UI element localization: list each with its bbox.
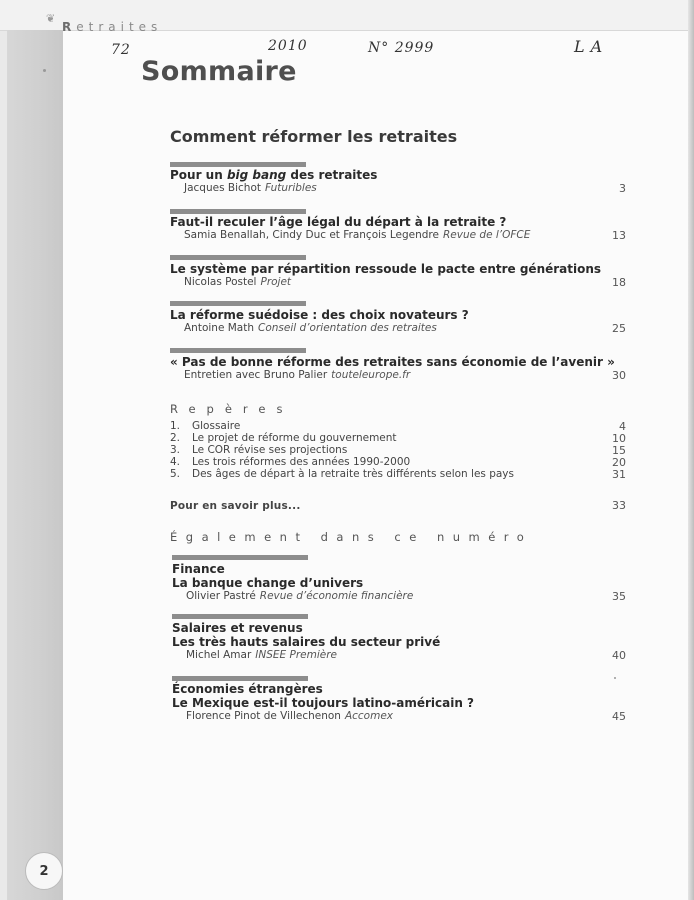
article-page-number: 3 — [619, 182, 626, 195]
repere-item[interactable]: 2. Le projet de réforme du gouvernement — [170, 432, 397, 444]
handwritten-number: 72 — [111, 42, 131, 58]
leaf-logo-icon: ❦ — [46, 12, 56, 25]
article-byline: Nicolas Postel Projet — [184, 276, 292, 288]
repere-page-number: 15 — [612, 444, 626, 457]
scan-speck — [43, 69, 46, 72]
article-byline: Florence Pinot de Villechenon Accomex — [186, 710, 394, 722]
article-page-number: 18 — [612, 276, 626, 289]
article-byline: Olivier Pastré Revue d’économie financière — [186, 590, 414, 602]
dossier-title: Comment réformer les retraites — [170, 127, 458, 146]
section-bar — [170, 209, 306, 214]
article-page-number: 45 — [612, 710, 626, 723]
page-title: Sommaire — [141, 56, 297, 87]
handwritten-issue: N° 2999 — [368, 40, 435, 56]
handwritten-initials: LA — [574, 37, 609, 56]
gray-side-band — [7, 30, 63, 900]
further-reading-page-number: 33 — [612, 499, 626, 512]
article-page-number: 40 — [612, 649, 626, 662]
article-title[interactable]: Les très hauts salaires du secteur privé — [172, 635, 441, 649]
article-byline: Jacques Bichot Futuribles — [184, 182, 317, 194]
article-page-number: 13 — [612, 229, 626, 242]
section-bar — [170, 255, 306, 260]
article-byline: Entretien avec Bruno Palier touteleurope.fr — [184, 369, 411, 381]
article-page-number: 25 — [612, 322, 626, 335]
article-category: Économies étrangères — [172, 682, 323, 696]
article-byline: Michel Amar INSEE Première — [186, 649, 338, 661]
repere-page-number: 31 — [612, 468, 626, 481]
handwritten-year: 2010 — [268, 38, 308, 54]
repere-page-number: 10 — [612, 432, 626, 445]
article-category: Finance — [172, 562, 225, 576]
article-byline: Samia Benallah, Cindy Duc et François Legendre Revue de l’OFCE — [184, 229, 531, 241]
folio-badge: 2 — [25, 852, 63, 890]
section-label: Retraites — [62, 20, 163, 34]
section-bar — [170, 348, 306, 353]
section-bar — [172, 676, 308, 681]
repere-page-number: 20 — [612, 456, 626, 469]
also-heading: Également dans ce numéro — [170, 530, 533, 544]
article-title[interactable]: La réforme suédoise : des choix novateurs ? — [170, 308, 469, 322]
further-reading-link[interactable]: Pour en savoir plus... — [170, 500, 301, 512]
article-category: Salaires et revenus — [172, 621, 303, 635]
article-title[interactable]: Le système par répartition ressoude le pacte entre générations — [170, 262, 602, 276]
section-bar — [172, 555, 308, 560]
page-right-edge — [688, 0, 694, 900]
article-title[interactable]: Le Mexique est-il toujours latino-américain ? — [172, 696, 475, 710]
reperes-heading: Repères — [170, 402, 294, 416]
scan-speck — [614, 677, 616, 679]
repere-page-number: 4 — [619, 420, 626, 433]
article-byline: Antoine Math Conseil d’orientation des retraites — [184, 322, 437, 334]
page-left-edge — [0, 0, 7, 900]
section-bar — [172, 614, 308, 619]
article-title[interactable]: Pour un big bang des retraites — [170, 168, 378, 182]
article-page-number: 30 — [612, 369, 626, 382]
repere-item[interactable]: 4. Les trois réformes des années 1990-2000 — [170, 456, 411, 468]
article-title[interactable]: « Pas de bonne réforme des retraites sans économie de l’avenir » — [170, 355, 615, 369]
article-title[interactable]: La banque change d’univers — [172, 576, 364, 590]
article-title[interactable]: Faut-il reculer l’âge légal du départ à la retraite ? — [170, 215, 507, 229]
repere-item[interactable]: 5. Des âges de départ à la retraite très différents selon les pays — [170, 468, 514, 480]
article-page-number: 35 — [612, 590, 626, 603]
repere-item[interactable]: 3. Le COR révise ses projections — [170, 444, 348, 456]
section-bar — [170, 162, 306, 167]
section-bar — [170, 301, 306, 306]
repere-item[interactable]: 1. Glossaire — [170, 420, 241, 432]
